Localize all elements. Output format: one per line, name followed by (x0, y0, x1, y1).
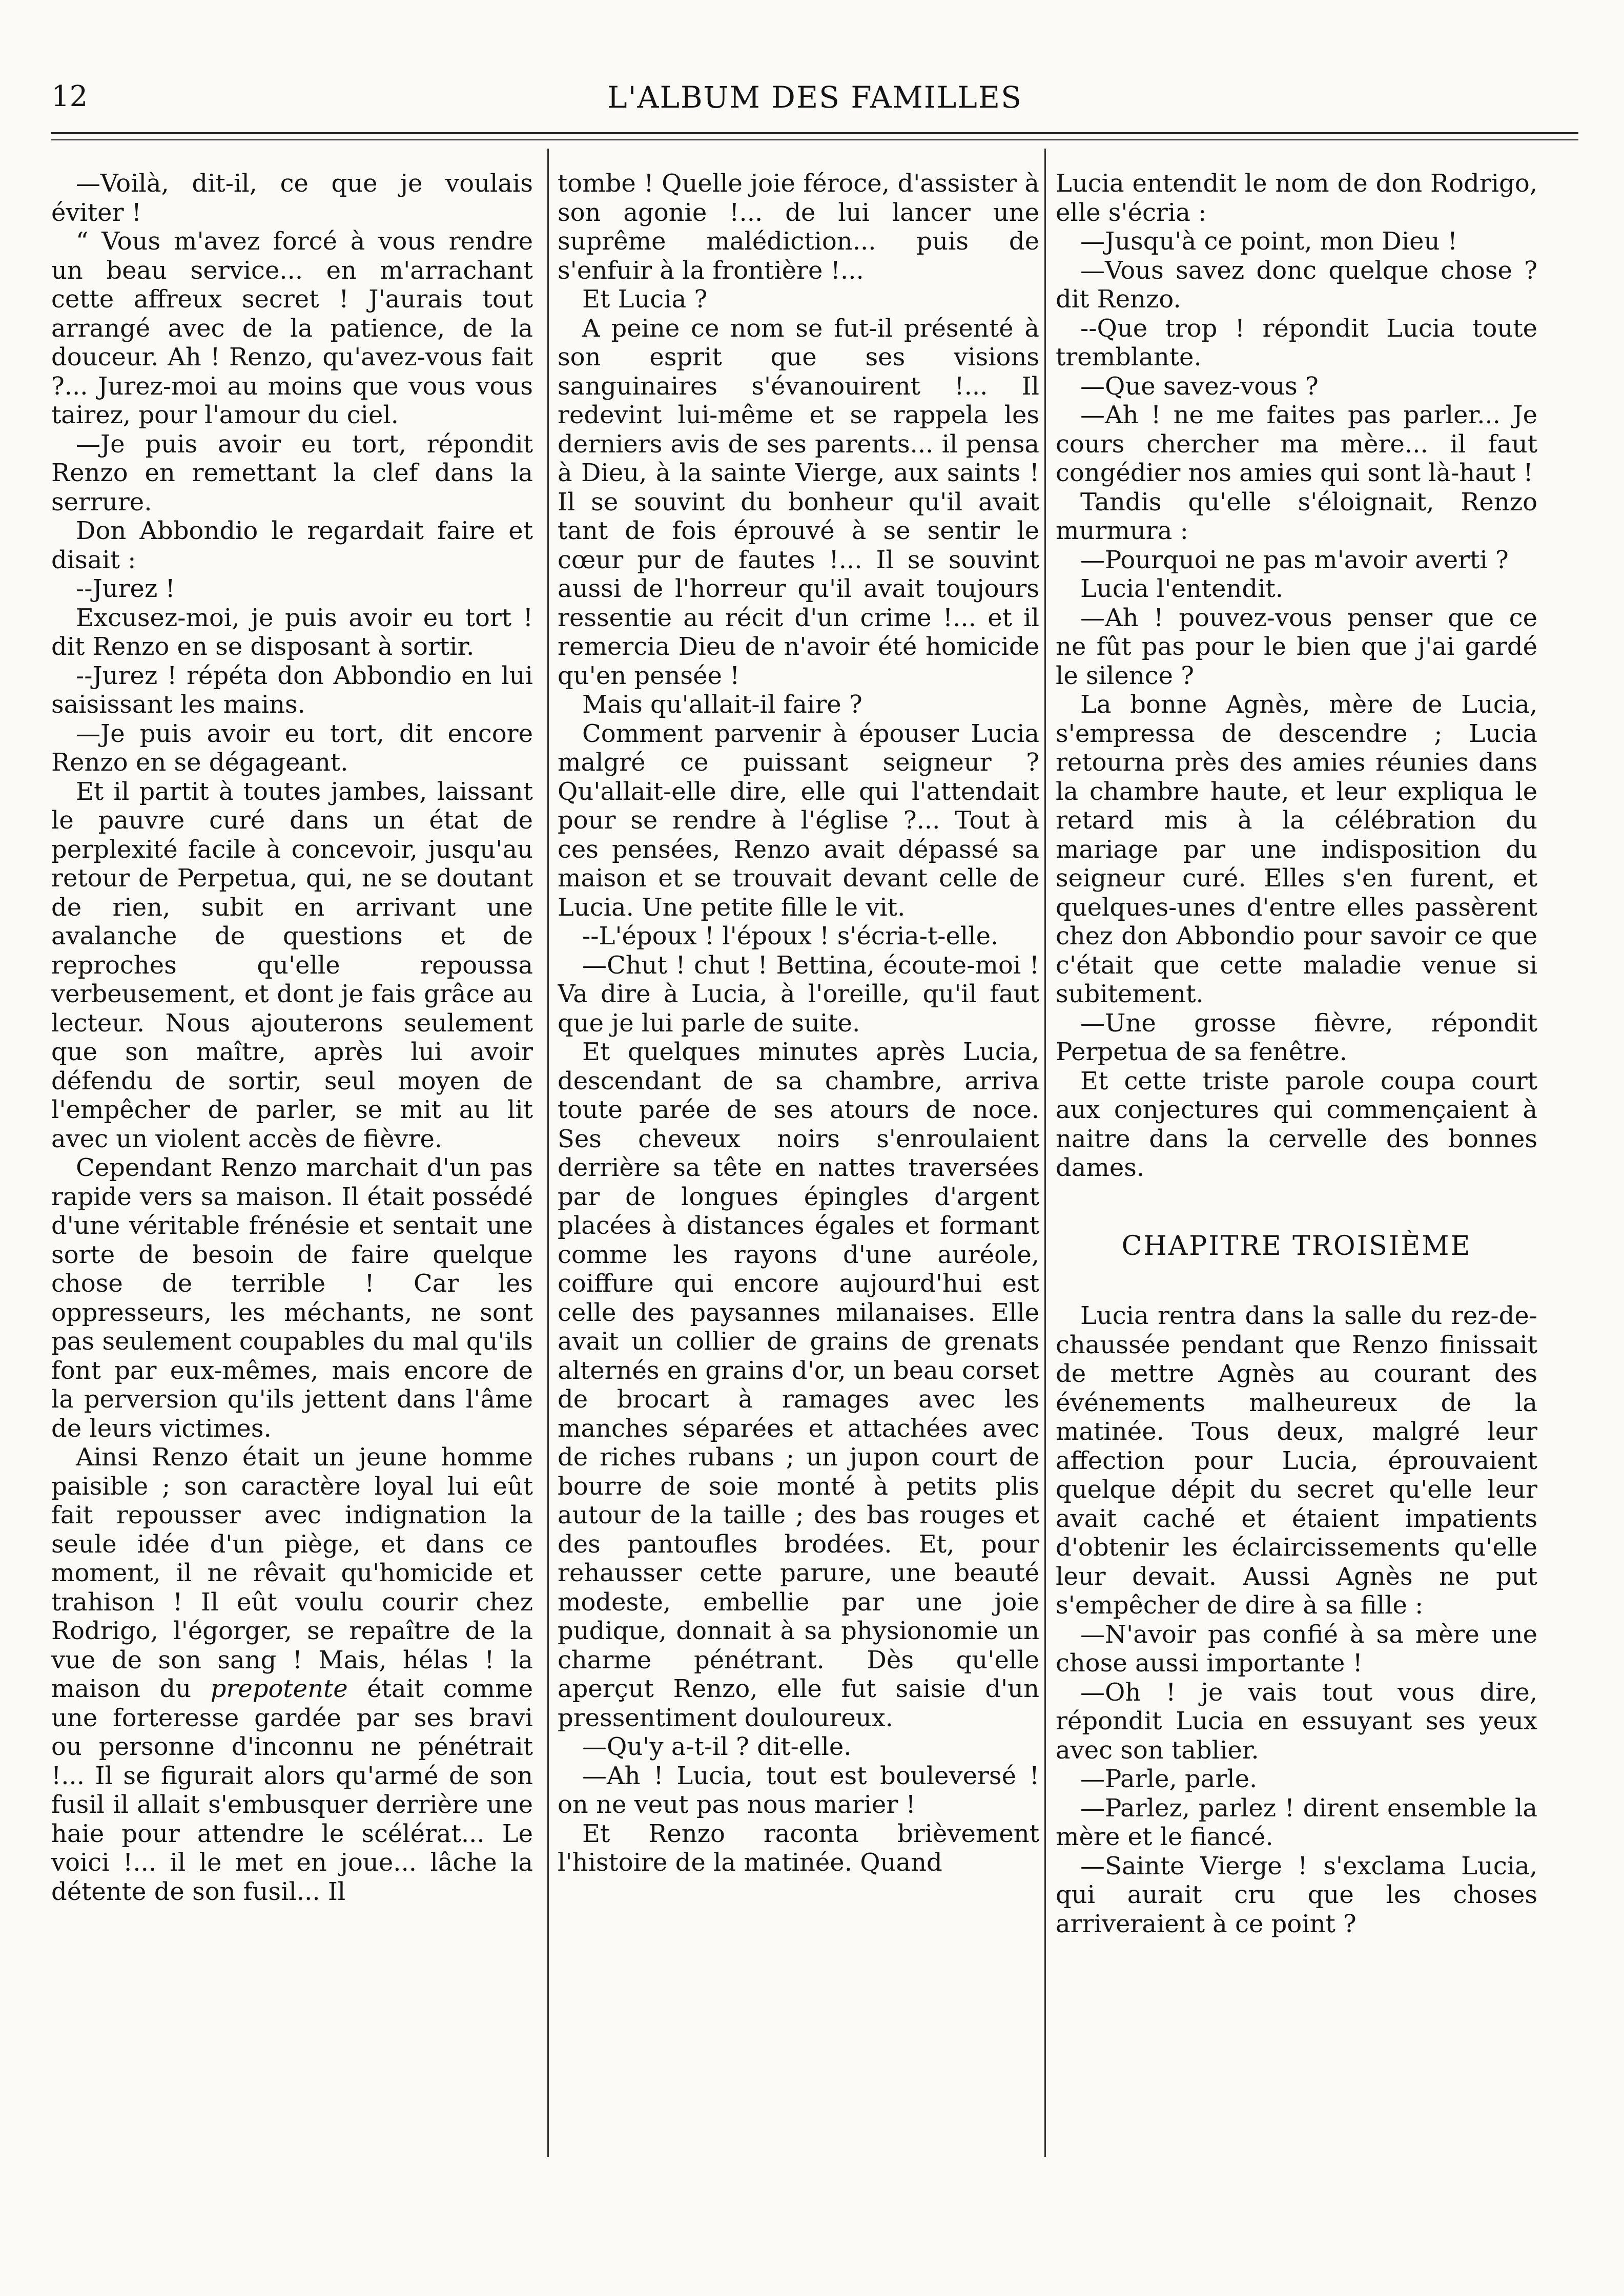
paragraph-text: Excusez-moi, je puis avoir eu tort ! dit Renzo en se disposant à sortir. (51, 603, 533, 661)
paragraph-text: —Voilà, dit-il, ce que je voulais éviter ! (51, 169, 533, 227)
paragraph (1056, 372, 1537, 401)
paragraph-text: tombe ! Quelle joie féroce, d'assister à son agonie !... de lui lancer une suprême malédiction... puis de s'enfuir à la frontière !... (558, 169, 1039, 285)
paragraph-text: —Que savez-vous ? (1080, 371, 1319, 401)
paragraph-text: —Une grosse fièvre, répondit Perpetua de sa fenêtre. (1056, 1008, 1537, 1066)
paragraph (558, 285, 1039, 314)
column-divider (547, 149, 549, 2157)
paragraph (1056, 546, 1537, 575)
paragraph-text: Don Abbondio le regardait faire et disait : (51, 516, 533, 574)
header-rule-thin (51, 139, 1578, 140)
paragraph-text: —Ah ! ne me faites pas parler... Je cours chercher ma mère... il faut congédier nos amies qui sont là-haut ! (1056, 401, 1537, 487)
text-column-2 (558, 169, 1039, 2254)
paragraph-text: Mais qu'allait-il faire ? (582, 690, 862, 719)
paragraph (1056, 604, 1537, 691)
paragraph (51, 430, 533, 517)
column-divider (1044, 149, 1046, 2157)
paragraph-text: Comment parvenir à épouser Lucia malgré ce puissant seigneur ? Qu'allait-elle dire, elle qui l'attendait pour se rendre à l'église ?... Tout à ces pensées, Renzo avait dépassé sa maison et se trouvait devant celle de Lucia. Une petite fille le vit. (558, 719, 1039, 922)
paragraph (51, 227, 533, 430)
paragraph (558, 314, 1039, 691)
paragraph-text: —Vous savez donc quelque chose ? dit Renzo. (1056, 256, 1537, 314)
paragraph (558, 922, 1039, 951)
paragraph-text: —Pourquoi ne pas m'avoir averti ? (1080, 545, 1509, 574)
chapter-heading: CHAPITRE TROISIÈME (1121, 1230, 1472, 1261)
page-number: 12 (51, 80, 88, 113)
paragraph-text: Et cette triste parole coupa court aux conjectures qui commençaient à naitre dans la cervelle des bonnes dames. (1056, 1066, 1537, 1182)
paragraph (51, 516, 533, 574)
paragraph-text: --Jurez ! (76, 574, 175, 603)
paragraph (558, 1732, 1039, 1762)
paragraph (1056, 574, 1537, 604)
paragraph-text: Lucia entendit le nom de don Rodrigo, elle s'écria : (1056, 169, 1537, 227)
paragraph-text: “ Vous m'avez forcé à vous rendre un beau service... en m'arrachant cette affreux secret ! J'aurais tout arrangé avec de la patience, de la douceur. Ah ! Renzo, qu'avez-vous fait ?... Jurez-moi au moins que vous vous tairez, pour l'amour du ciel. (51, 227, 533, 429)
paragraph (558, 1762, 1039, 1819)
paragraph-text: —N'avoir pas confié à sa mère une chose aussi importante ! (1056, 1620, 1537, 1678)
text-column-1 (51, 169, 533, 2254)
paragraph-text: —Oh ! je vais tout vous dire, répondit Lucia en essuyant ses yeux avec son tablier. (1056, 1678, 1537, 1765)
paragraph-text: Tandis qu'elle s'éloignait, Renzo murmura : (1056, 487, 1537, 545)
paragraph-text: —Qu'y a-t-il ? dit-elle. (582, 1732, 852, 1761)
running-title: L'ALBUM DES FAMILLES (607, 80, 1022, 115)
paragraph (51, 719, 533, 777)
paragraph (1056, 256, 1537, 314)
paragraph-text: Et quelques minutes après Lucia, descendant de sa chambre, arriva toute parée de ses atours de noce. Ses cheveux noirs s'enroulaient derrière sa tête en nattes traversées par de longues épingles d'argent placées à distances égales et formant comme les rayons d'une auréole, coiffure qui encore aujourd'hui est celle des paysannes milanaises. Elle avait un collier de grains de grenats alternés en grains d'or, un beau corset de brocart à ramages avec les manches séparées et attachées avec de riches rubans ; un jupon court de bourre de soie monté à petits plis autour de la taille ; des bas rouges et des pantoufles brodées. Et, pour rehausser cette parure, une beauté modeste, embellie par une joie pudique, donnait à sa physionomie un charme pénétrant. Dès qu'elle aperçut Renzo, elle fut saisie d'un pressentiment douloureux. (558, 1038, 1039, 1732)
paragraph (1056, 1765, 1537, 1794)
paragraph-text: --L'époux ! l'époux ! s'écria-t-elle. (582, 922, 999, 950)
paragraph-text: Et Lucia ? (582, 285, 708, 314)
paragraph-text: Et il partit à toutes jambes, laissant le pauvre curé dans un état de perplexité facile à concevoir, jusqu'au retour de Perpetua, qui, ne se doutant de rien, subit en arrivant une avalanche de questions et de reproches qu'elle repoussa verbeusement, et dont je fais grâce au lecteur. Nous ajouterons seulement que son maître, après lui avoir défendu de sortir, seul moyen de l'empêcher de parler, se mit au lit avec un violent accès de fièvre. (51, 777, 533, 1153)
paragraph (1056, 690, 1537, 1009)
paragraph (558, 1038, 1039, 1732)
paragraph-text: —Chut ! chut ! Bettina, écoute-moi ! Va dire à Lucia, à l'oreille, qu'il faut que je lui parle de suite. (558, 950, 1039, 1038)
paragraph (51, 169, 533, 227)
page-header (51, 80, 1578, 126)
paragraph-text: —Parlez, parlez ! dirent ensemble la mère et le fiancé. (1056, 1793, 1537, 1851)
paragraph (1056, 169, 1537, 227)
paragraph (51, 1153, 533, 1443)
paragraph-text: —Parle, parle. (1080, 1765, 1258, 1793)
paragraph (1056, 1852, 1537, 1939)
header-rule (51, 132, 1578, 134)
paragraph-text: Cependant Renzo marchait d'un pas rapide vers sa maison. Il était possédé d'une véritable frénésie et sentait une sorte de besoin de faire quelque chose de terrible ! Car les oppresseurs, les méchants, ne sont pas seulement coupables du mal qu'ils font par eux-mêmes, mais encore de la perversion qu'ils jettent dans l'âme de leurs victimes. (51, 1153, 533, 1443)
paragraph (1056, 1301, 1537, 1620)
paragraph-text: La bonne Agnès, mère de Lucia, s'empressa de descendre ; Lucia retourna près des amies réunies dans la chambre haute, et leur expliqua le retard mis à la célébration du mariage par une indisposition du seigneur curé. Elles s'en furent, et quelques-unes d'entre elles passèrent chez don Abbondio pour savoir ce que c'était que cette maladie venue si subitement. (1056, 690, 1537, 1008)
paragraph-text: —Sainte Vierge ! s'exclama Lucia, qui aurait cru que les choses arriveraient à ce point ? (1056, 1851, 1537, 1938)
paragraph (1056, 1620, 1537, 1678)
paragraph-text: --Jurez ! répéta don Abbondio en lui saisissant les mains. (51, 661, 533, 719)
paragraph (558, 719, 1039, 922)
paragraph (1056, 1794, 1537, 1852)
paragraph-text: —Je puis avoir eu tort, dit encore Renzo en se dégageant. (51, 719, 533, 777)
text-column-3 (1056, 169, 1537, 2254)
paragraph (558, 1819, 1039, 1877)
paragraph (1056, 488, 1537, 546)
paragraph-text: —Ah ! pouvez-vous penser que ce ne fût pas pour le bien que j'ai gardé le silence ? (1056, 603, 1537, 690)
paragraph (558, 169, 1039, 285)
paragraph (51, 1443, 533, 1906)
paragraph (51, 661, 533, 719)
italic-word: prepotente (210, 1674, 348, 1703)
paragraph (51, 574, 533, 604)
paragraph-text: --Que trop ! répondit Lucia toute tremblante. (1056, 314, 1537, 371)
paragraph-text: Ainsi Renzo était un jeune homme paisible ; son caractère loyal lui eût fait repousser avec indignation la seule idée d'un piège, et dans ce moment, il ne rêvait qu'homicide et trahison ! Il eût voulu courir chez Rodrigo, l'égorger, se repaître de la vue de son sang ! Mais, hélas ! la maison du (51, 1443, 533, 1703)
paragraph (1056, 314, 1537, 372)
paragraph (1056, 401, 1537, 488)
paragraph-text: Lucia l'entendit. (1080, 574, 1283, 603)
paragraph (51, 604, 533, 661)
paragraph (558, 690, 1039, 719)
paragraph (558, 951, 1039, 1038)
paragraph (1056, 1678, 1537, 1765)
paragraph (51, 777, 533, 1154)
paragraph-text: —Je puis avoir eu tort, répondit Renzo en remettant la clef dans la serrure. (51, 429, 533, 516)
paragraph-text: Et Renzo raconta brièvement l'histoire de la matinée. Quand (558, 1819, 1039, 1877)
paragraph-text: Lucia rentra dans la salle du rez-de-chaussée pendant que Renzo finissait de mettre Agnès au courant des événements malheureux de la matinée. Tous deux, malgré leur affection pour Lucia, éprouvaient quelque dépit du secret qu'elle leur avait caché et étaient impatients d'obtenir les éclaircissements qu'elle leur devait. Aussi Agnès ne put s'empêcher de dire à sa fille : (1056, 1301, 1537, 1620)
paragraph (1056, 227, 1537, 256)
paragraph-text: —Ah ! Lucia, tout est bouleversé ! on ne veut pas nous marier ! (558, 1761, 1039, 1819)
paragraph-text: —Jusqu'à ce point, mon Dieu ! (1080, 227, 1458, 256)
paragraph-text: A peine ce nom se fut-il présenté à son esprit que ses visions sanguinaires s'évanouirent !... Il redevint lui-même et se rappela les derniers avis de ses parents... il pensa à Dieu, à la sainte Vierge, aux saints ! Il se souvint du bonheur qu'il avait tant de fois éprouvé à se sentir le cœur pur de fautes !... Il se souvint aussi de l'horreur qu'il avait toujours ressentie au récit d'un crime !... et il remercia Dieu de n'avoir été homicide qu'en pensée ! (558, 314, 1039, 690)
paragraph (1056, 1009, 1537, 1067)
paragraph-text: était comme une forteresse gardée par ses bravi ou personne d'inconnu ne pénétrait !... Il se figurait alors qu'armé de son fusil il allait s'embusquer derrière une haie pour attendre le scélérat... Le voici !... il le met en joue... lâche la détente de son fusil... Il (51, 1674, 533, 1906)
paragraph (1056, 1067, 1537, 1183)
